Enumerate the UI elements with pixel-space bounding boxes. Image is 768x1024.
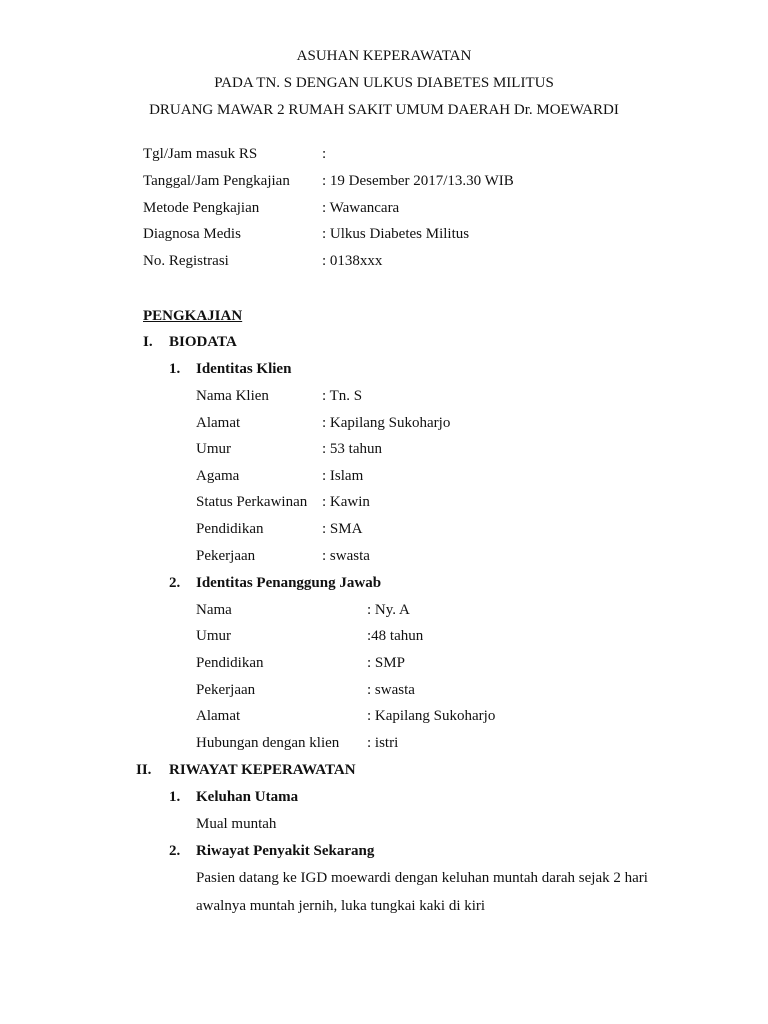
klien-field-label: Status Perkawinan (196, 494, 308, 510)
doc-location: DRUANG MAWAR 2 RUMAH SAKIT UMUM DAERAH Dr. MOEWARDI (149, 102, 619, 118)
section-numeral: I. (143, 334, 153, 350)
doc-title: ASUHAN KEPERAWATAN (296, 48, 472, 64)
pj-field-value: : Ny. A (367, 602, 410, 618)
klien-field-value: : Kawin (322, 494, 370, 510)
klien-field-value: : Kapilang Sukoharjo (322, 415, 451, 431)
klien-field-value: : 53 tahun (322, 441, 382, 457)
subsection-number: 1. (169, 789, 181, 805)
admission-label: No. Registrasi (143, 253, 229, 269)
klien-field-label: Pendidikan (196, 521, 264, 537)
pj-field-label: Alamat (196, 708, 241, 724)
admission-value: : 0138xxx (322, 253, 383, 269)
pj-field-label: Pendidikan (196, 655, 264, 671)
admission-label: Diagnosa Medis (143, 226, 241, 242)
klien-field-label: Alamat (196, 415, 241, 431)
subsection-number: 1. (169, 361, 181, 377)
klien-field-value: : swasta (322, 548, 370, 564)
pj-field-value: : Kapilang Sukoharjo (367, 708, 496, 724)
admission-label: Metode Pengkajian (143, 200, 260, 216)
subsection-heading-identitas-klien: Identitas Klien (196, 361, 292, 377)
pj-field-value: : SMP (367, 655, 405, 671)
admission-value: : Ulkus Diabetes Militus (322, 226, 470, 242)
section-heading-biodata: BIODATA (169, 334, 237, 350)
subsection-number: 2. (169, 843, 181, 859)
admission-label: Tgl/Jam masuk RS (143, 146, 258, 162)
klien-field-value: : SMA (322, 521, 363, 537)
admission-value: : Wawancara (322, 200, 400, 216)
riwayat-penyakit-text-line: Pasien datang ke IGD moewardi dengan keluhan muntah darah sejak 2 hari (196, 870, 648, 886)
pj-field-label: Hubungan dengan klien (196, 735, 340, 751)
pj-field-label: Pekerjaan (196, 682, 256, 698)
klien-field-label: Umur (196, 441, 231, 457)
pj-field-value: : istri (367, 735, 399, 751)
section-numeral: II. (136, 762, 152, 778)
pj-field-label: Umur (196, 628, 231, 644)
klien-field-label: Nama Klien (196, 388, 269, 404)
riwayat-penyakit-text-line: awalnya muntah jernih, luka tungkai kaki di kiri (196, 898, 486, 914)
subsection-heading-keluhan-utama: Keluhan Utama (196, 789, 299, 805)
klien-field-label: Pekerjaan (196, 548, 256, 564)
subsection-heading-penanggung-jawab: Identitas Penanggung Jawab (196, 575, 382, 591)
pengkajian-heading: PENGKAJIAN (143, 308, 243, 324)
subsection-number: 2. (169, 575, 181, 591)
keluhan-utama-text: Mual muntah (196, 816, 277, 832)
klien-field-value: : Tn. S (322, 388, 363, 404)
klien-field-label: Agama (196, 468, 240, 484)
admission-value: : 19 Desember 2017/13.30 WIB (322, 173, 514, 189)
doc-subtitle: PADA TN. S DENGAN ULKUS DIABETES MILITUS (214, 75, 554, 91)
pj-field-value: : swasta (367, 682, 415, 698)
subsection-heading-riwayat-penyakit: Riwayat Penyakit Sekarang (196, 843, 375, 859)
admission-label: Tanggal/Jam Pengkajian (143, 173, 290, 189)
klien-field-value: : Islam (322, 468, 364, 484)
admission-value: : (322, 146, 327, 162)
pj-field-value: :48 tahun (367, 628, 424, 644)
pj-field-label: Nama (196, 602, 232, 618)
section-heading-riwayat: RIWAYAT KEPERAWATAN (169, 762, 356, 778)
